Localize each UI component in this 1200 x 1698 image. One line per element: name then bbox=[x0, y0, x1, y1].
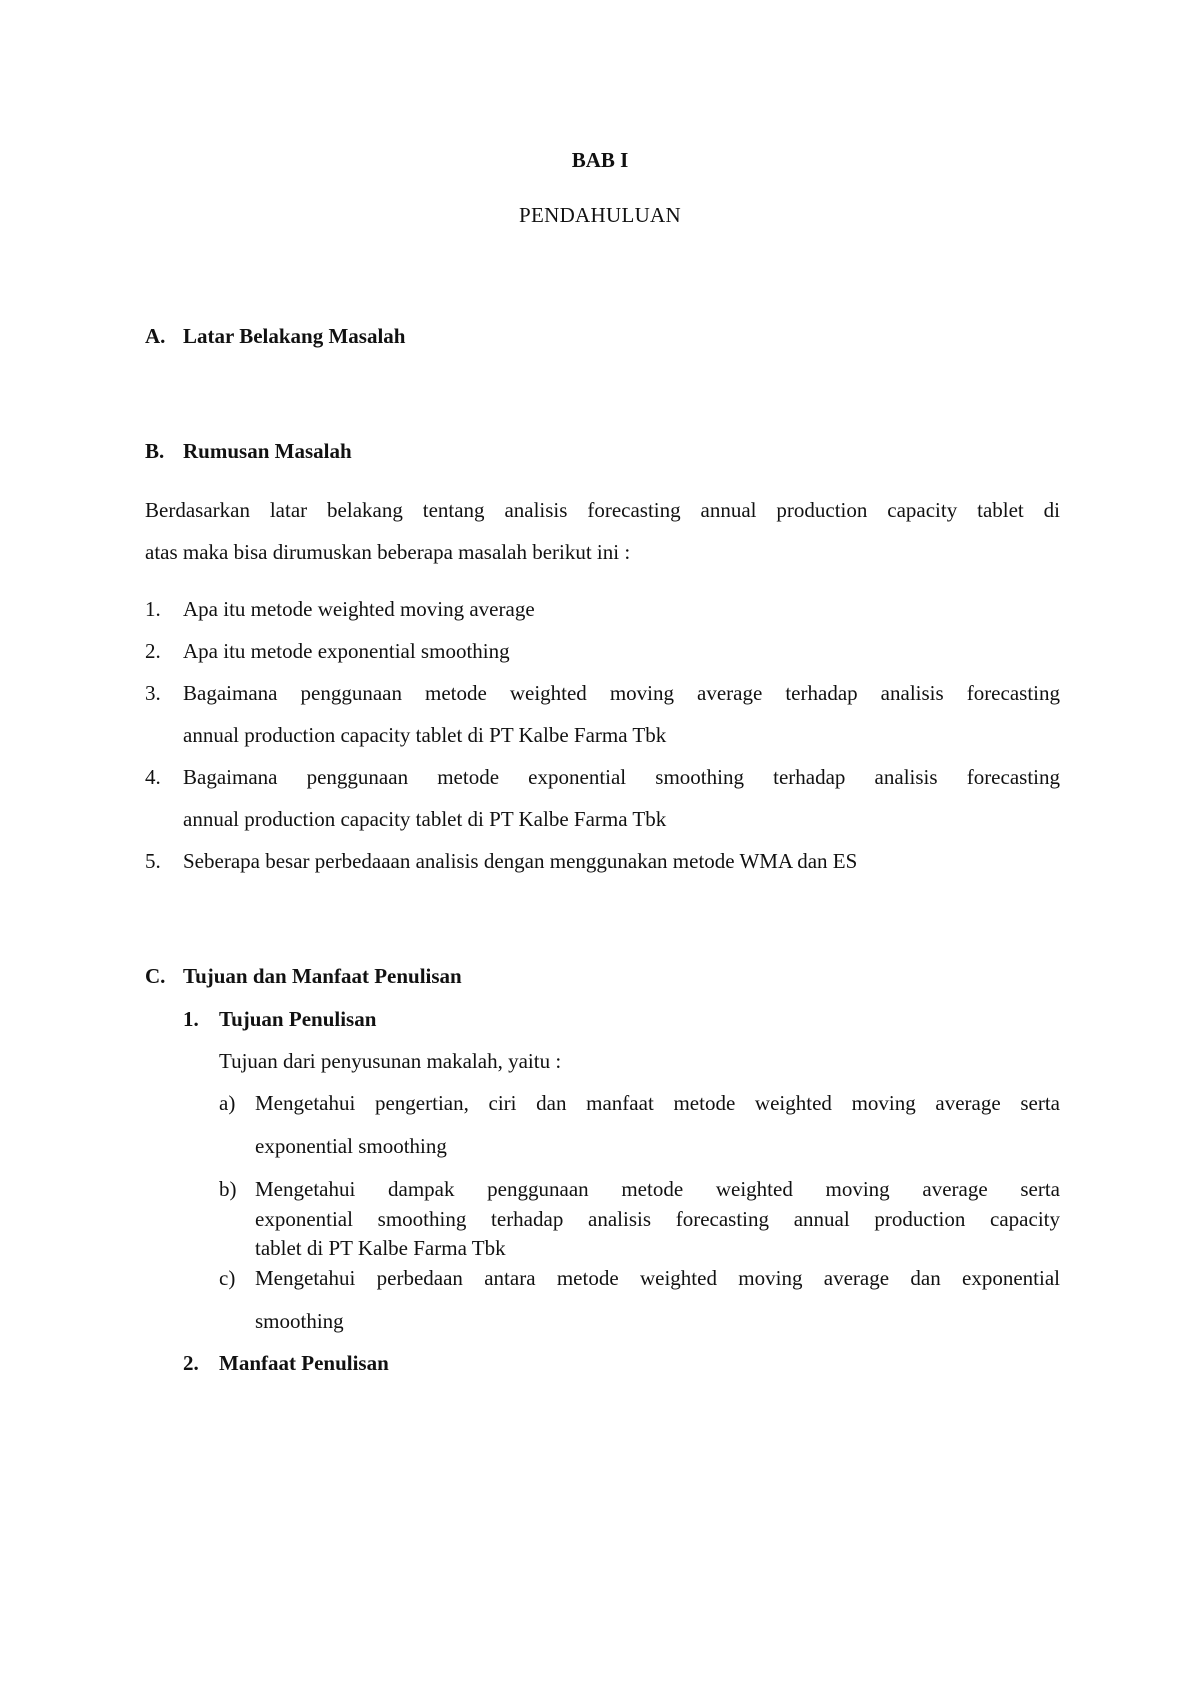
section-c-marker: C. bbox=[145, 964, 166, 988]
subsection-2-title: Manfaat Penulisan bbox=[219, 1351, 389, 1375]
list-item-text: Seberapa besar perbedaaan analisis dengan menggunakan metode WMA dan ES bbox=[183, 849, 858, 873]
subsection-1-title: Tujuan Penulisan bbox=[219, 1007, 377, 1031]
subsection-1-number: 1. bbox=[183, 1007, 199, 1031]
list-item-marker: a) bbox=[219, 1091, 236, 1115]
chapter-title: PENDAHULUAN bbox=[519, 203, 681, 227]
chapter-label: BAB I bbox=[571, 148, 629, 172]
list-item-number: 4. bbox=[145, 765, 161, 789]
list-item-number: 1. bbox=[145, 597, 161, 621]
list-item-text-continued: tablet di PT Kalbe Farma Tbk bbox=[255, 1236, 506, 1260]
section-b-marker: B. bbox=[145, 439, 165, 463]
section-a-marker: A. bbox=[145, 324, 166, 348]
section-b-intro-line2: atas maka bisa dirumuskan beberapa masalah berikut ini : bbox=[145, 540, 631, 564]
list-item-number: 2. bbox=[145, 639, 161, 663]
list-item-text-continued: annual production capacity tablet di PT Kalbe Farma Tbk bbox=[183, 723, 667, 747]
section-b-intro-line1: Berdasarkan latar belakang tentang analisis forecasting annual production capacity tablet di bbox=[145, 498, 1060, 522]
list-item-text-continued: exponential smoothing bbox=[255, 1134, 447, 1158]
subsection-2-number: 2. bbox=[183, 1351, 199, 1375]
list-item-text: Bagaimana penggunaan metode exponential smoothing terhadap analisis forecasting bbox=[183, 765, 1060, 789]
list-item-text: Mengetahui pengertian, ciri dan manfaat metode weighted moving average serta bbox=[255, 1091, 1060, 1115]
list-item-text: Bagaimana penggunaan metode weighted moving average terhadap analisis forecasting bbox=[183, 681, 1060, 705]
list-item-marker: b) bbox=[219, 1177, 237, 1201]
list-item-text-continued: smoothing bbox=[255, 1309, 344, 1333]
list-item-number: 3. bbox=[145, 681, 161, 705]
section-a-title: Latar Belakang Masalah bbox=[183, 324, 406, 348]
list-item-number: 5. bbox=[145, 849, 161, 873]
list-item-text: Mengetahui perbedaan antara metode weighted moving average dan exponential bbox=[255, 1266, 1060, 1290]
list-item-text-continued: annual production capacity tablet di PT Kalbe Farma Tbk bbox=[183, 807, 667, 831]
list-item-text: Apa itu metode weighted moving average bbox=[183, 597, 535, 621]
list-item-text: Mengetahui dampak penggunaan metode weighted moving average serta bbox=[255, 1177, 1060, 1201]
list-item-text: Apa itu metode exponential smoothing bbox=[183, 639, 510, 663]
section-c-title: Tujuan dan Manfaat Penulisan bbox=[183, 964, 462, 988]
subsection-1-intro: Tujuan dari penyusunan makalah, yaitu : bbox=[219, 1049, 562, 1073]
list-item-marker: c) bbox=[219, 1266, 236, 1290]
list-item-text-continued: exponential smoothing terhadap analisis forecasting annual production capacity bbox=[255, 1207, 1060, 1231]
section-b-title: Rumusan Masalah bbox=[183, 439, 352, 463]
